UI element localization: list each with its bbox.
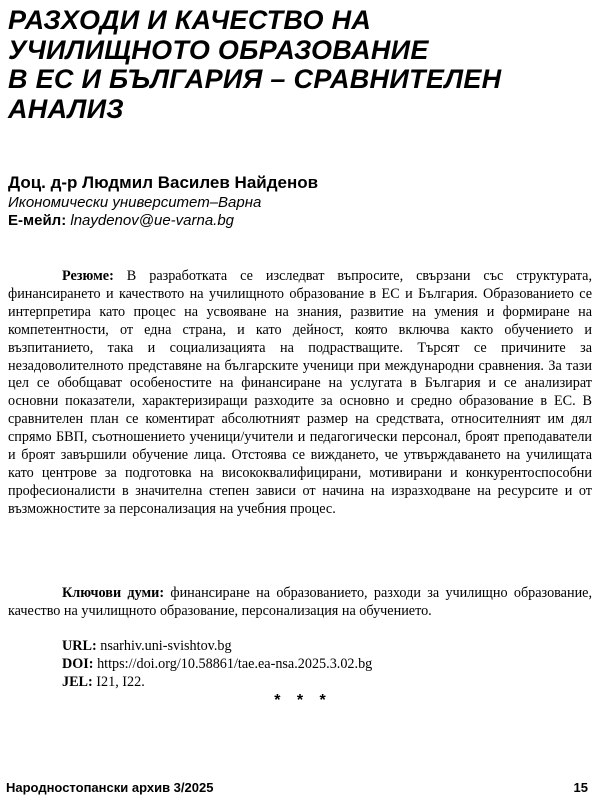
footer-journal: Народностопански архив 3/2025 xyxy=(6,780,214,795)
title-line: РАЗХОДИ И КАЧЕСТВО НА xyxy=(8,5,372,35)
author-email-line xyxy=(8,212,588,230)
url-label: URL: xyxy=(62,638,97,654)
author-affiliation: Икономически университет–Варна xyxy=(8,194,262,211)
jel-line xyxy=(62,674,582,692)
abstract-text: В разработката се изследват въпросите, свързани със структурата, финансирането и качеството на училищното образование в ЕС и България. Образованието се интерпретира като процес на усвояване на знания, развитие на умения и формиране на компетентности, от една страна, и като дейност, която включва както обучението и възпитанието, така и социализацията на подрастващите. Търсят се причините за незадоволителното представяне на българските ученици при международни сравнения. За тази цел се обобщават особеностите на финансиране на услугата в България и се анализират основни показатели, характеризиращи разходите за основно и средно образование в ЕС. В сравнителен план се коментират абсолютният размер на средствата, относителният им дял спрямо БВП, съотношението ученици/учители и педагогически персонал, броят преподаватели и броят завършили обучение лица. Отстоява се виждането, че утвърждаването на училищата като центрове за подготовка на висококвалифицирани, мотивирани и конкурентоспособни професионалисти в значителна степен зависи от начина на изразходване на ресурсите и от възможностите за персонализация на учебния процес. xyxy=(8,268,593,517)
footer-page-number: 15 xyxy=(573,780,588,795)
abstract xyxy=(8,268,592,519)
doi-link[interactable]: https://doi.org/10.58861/tae.ea-nsa.2025.3.02.bg xyxy=(97,655,373,672)
author-name: Доц. д-р Людмил Василев Найденов xyxy=(8,173,319,192)
keywords xyxy=(8,585,592,621)
abstract-label: Резюме: xyxy=(62,268,114,284)
article-metadata xyxy=(62,638,582,692)
doi-label: DOI: xyxy=(62,655,94,672)
email-label: Е-мейл: xyxy=(8,212,67,229)
keywords-label: Ключови думи: xyxy=(62,585,165,601)
url-link[interactable]: nsarhiv.uni-svishtov.bg xyxy=(100,638,232,654)
section-separator: * * * xyxy=(274,692,326,709)
jel-codes: I21, I22. xyxy=(96,673,145,690)
email-address[interactable]: lnaydenov@ue-varna.bg xyxy=(70,212,235,229)
title-line: В ЕС И БЪЛГАРИЯ – СРАВНИТЕЛЕН xyxy=(8,64,502,94)
author-block xyxy=(8,172,588,230)
doi-line xyxy=(62,656,582,674)
url-line xyxy=(62,638,582,656)
article-title xyxy=(8,6,588,124)
keywords-text: финансиране на образованието, разходи за училищно образование, качество на училищното образование, персонализация на обучението. xyxy=(8,585,593,619)
jel-label: JEL: xyxy=(62,673,93,690)
title-line: АНАЛИЗ xyxy=(8,93,124,124)
title-line: УЧИЛИЩНОТО ОБРАЗОВАНИЕ xyxy=(8,34,429,65)
